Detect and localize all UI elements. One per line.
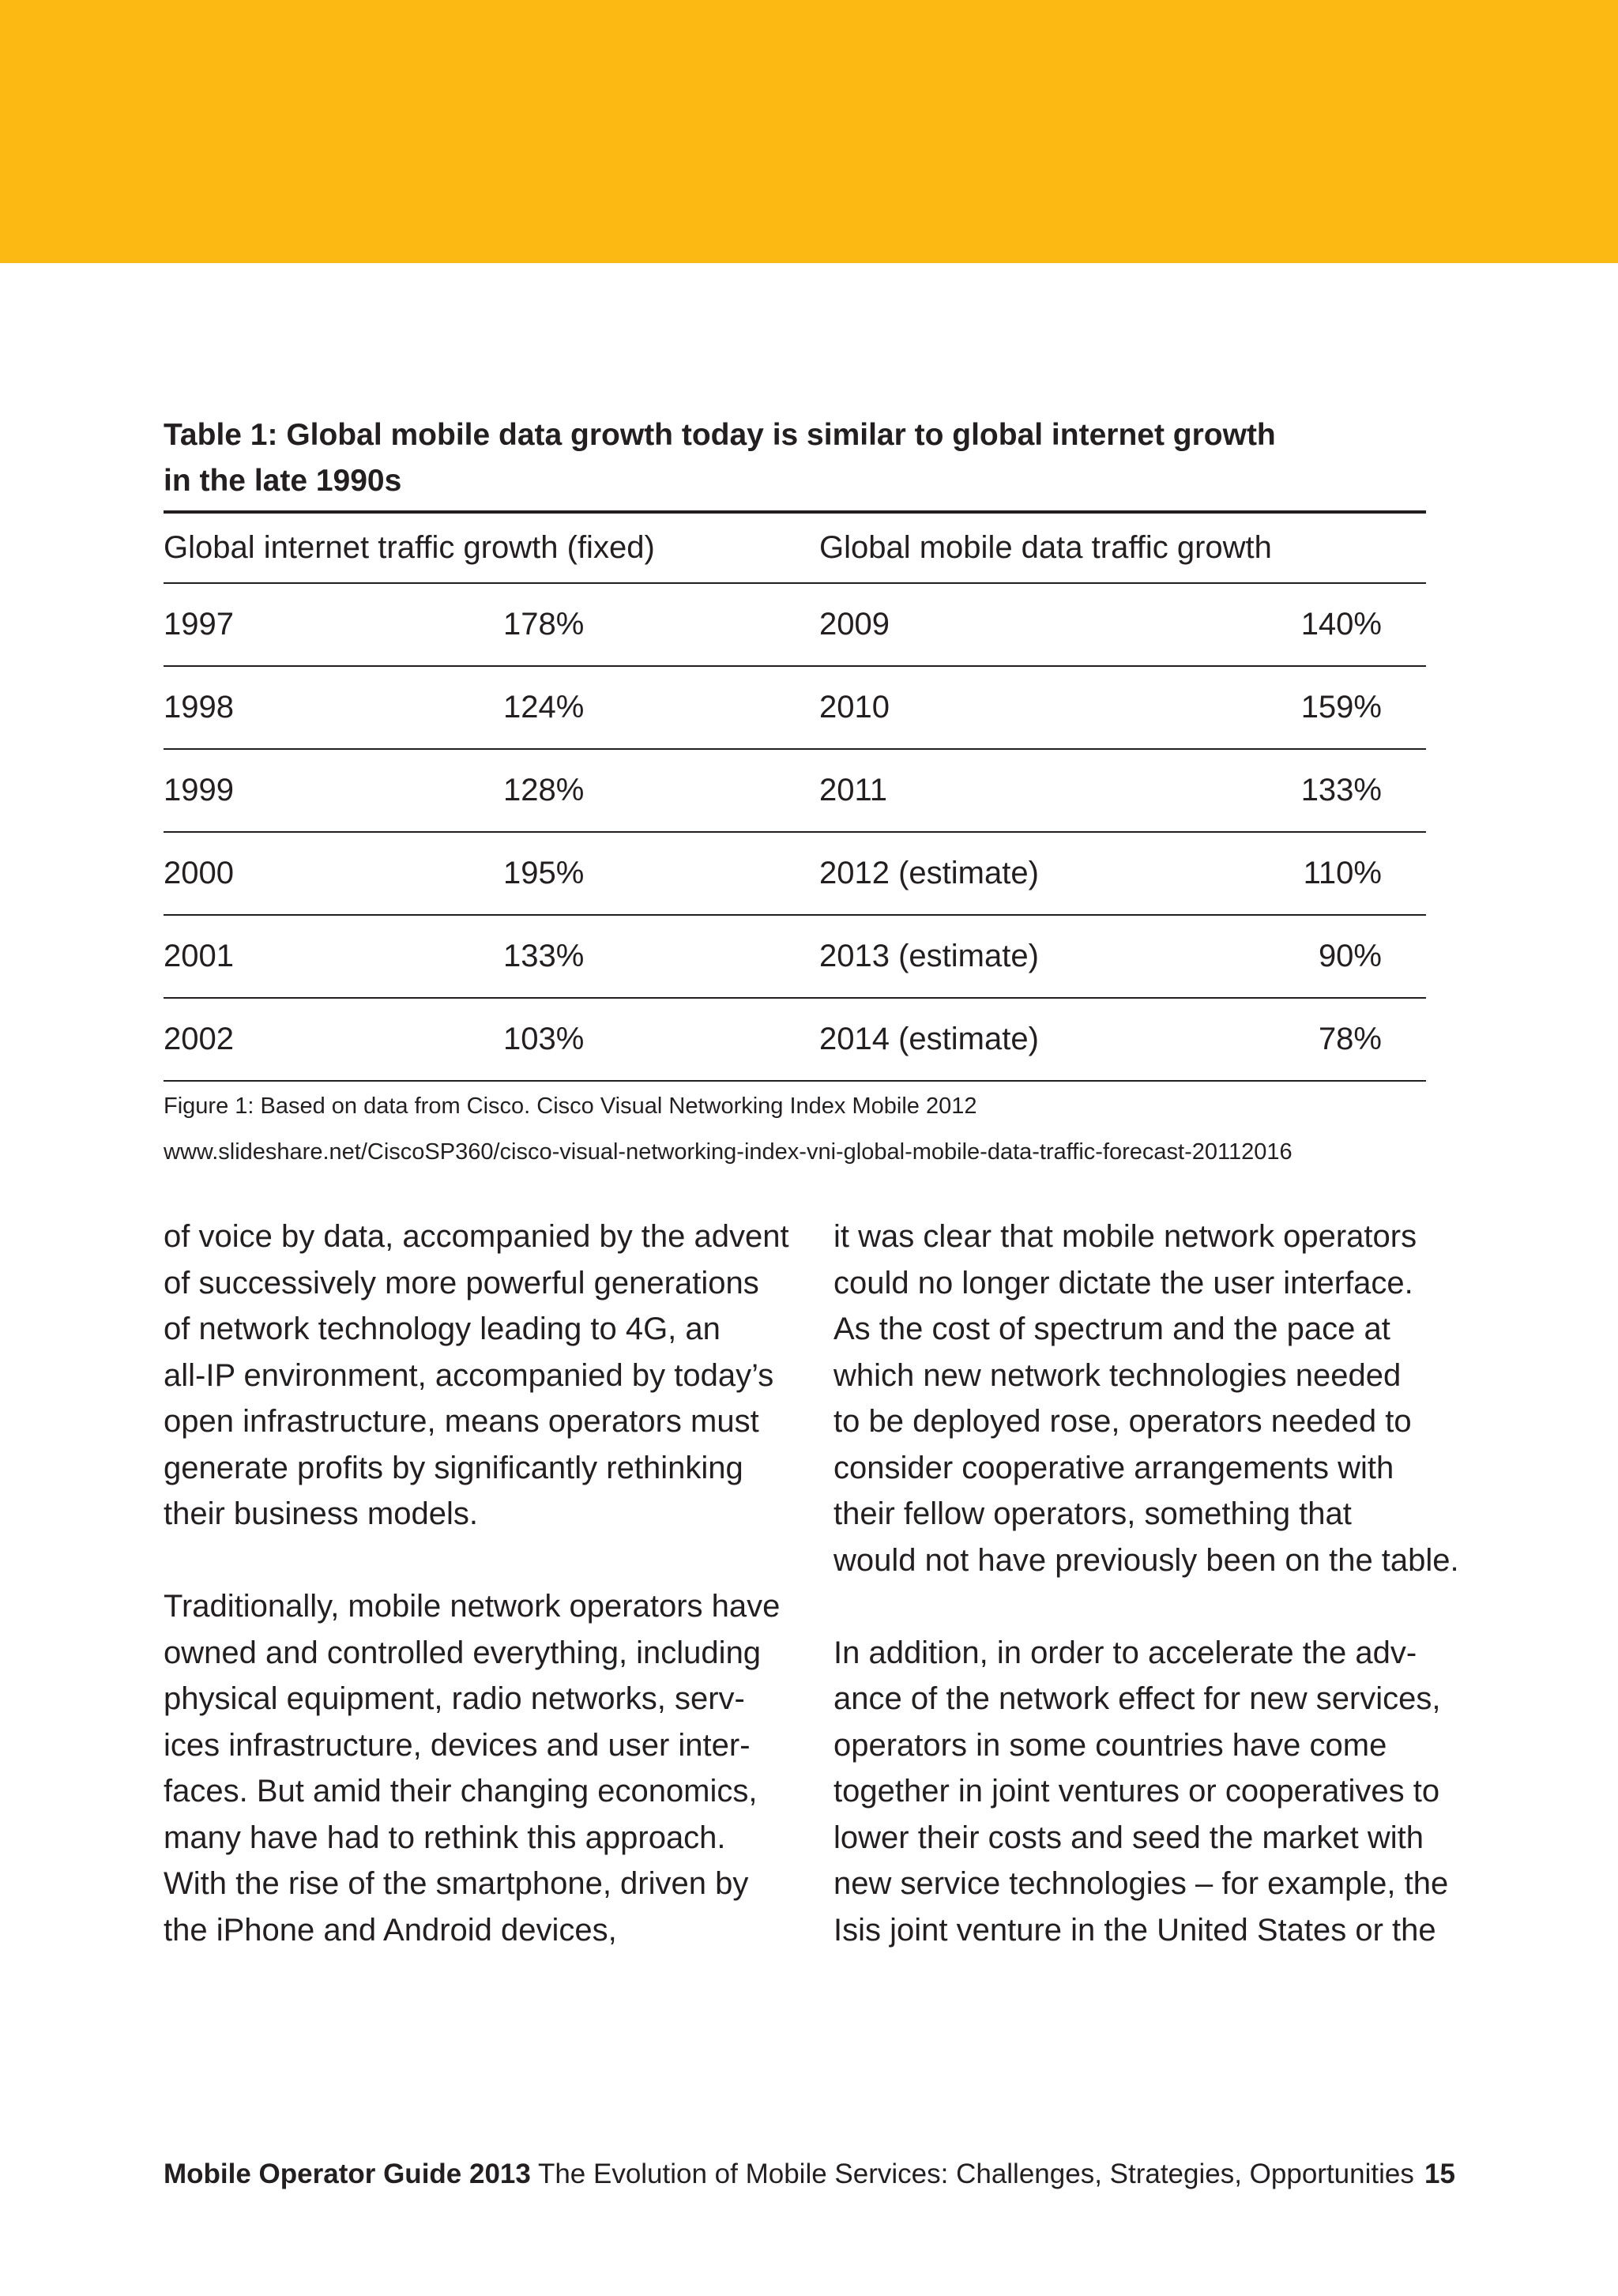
- body-paragraph: [164, 1214, 811, 1538]
- table-row: [164, 583, 1426, 666]
- footer-brand: Mobile Operator Guide 2013: [164, 2159, 531, 2189]
- table-title-line: in the late 1990s: [164, 464, 402, 498]
- body-line: all-IP environment, accompanied by today’s: [164, 1357, 774, 1393]
- body-line: owned and controlled everything, including: [164, 1635, 762, 1670]
- cell-year-fixed: 1999: [164, 749, 503, 832]
- cell-year-mobile: 2009: [819, 583, 1277, 666]
- cell-growth-mobile: 110%: [1277, 832, 1426, 915]
- cell-year-mobile: 2014 (estimate): [819, 998, 1277, 1081]
- body-line: operators in some countries have come: [833, 1727, 1387, 1763]
- figure-caption: Figure 1: Based on data from Cisco. Cisco Visual Networking Index Mobile 2012: [164, 1093, 977, 1119]
- body-line: could no longer dictate the user interface.: [833, 1265, 1413, 1300]
- cell-growth-fixed-cell: [503, 998, 819, 1081]
- body-line: faces. But amid their changing economics,: [164, 1774, 758, 1809]
- cell-growth-fixed: 178%: [503, 607, 585, 642]
- cell-growth-fixed-cell: [503, 583, 819, 666]
- body-line: their business models.: [164, 1496, 478, 1531]
- body-paragraph: [833, 1630, 1466, 1954]
- table-row: [164, 749, 1426, 832]
- body-line: new service technologies – for example, the: [833, 1866, 1449, 1901]
- body-line: ance of the network effect for new services,: [833, 1681, 1441, 1716]
- source-url: www.slideshare.net/CiscoSP360/cisco-visual-networking-index-vni-global-mobile-data-traffic-forecast-20112016: [164, 1139, 1293, 1165]
- body-line: would not have previously been on the table.: [833, 1542, 1459, 1578]
- growth-comparison-table: [164, 510, 1426, 1082]
- table-header-row: [164, 512, 1426, 583]
- body-line: lower their costs and seed the market with: [833, 1820, 1424, 1855]
- body-line: it was clear that mobile network operators: [833, 1219, 1417, 1254]
- body-line: open infrastructure, means operators must: [164, 1404, 759, 1439]
- body-line: many have had to rethink this approach.: [164, 1820, 726, 1855]
- cell-growth-mobile: 133%: [1277, 749, 1426, 832]
- header-mobile-growth: Global mobile data traffic growth: [819, 512, 1426, 583]
- body-paragraph: [164, 1583, 811, 1953]
- cell-year-mobile: 2010: [819, 666, 1277, 749]
- body-line: their fellow operators, something that: [833, 1496, 1352, 1531]
- cell-growth-fixed: 133%: [503, 939, 585, 973]
- header-fixed-growth: Global internet traffic growth (fixed): [164, 512, 819, 583]
- body-line: generate profits by significantly rethinking: [164, 1450, 743, 1485]
- table-row: [164, 666, 1426, 749]
- table-row: [164, 915, 1426, 998]
- cell-growth-fixed: 195%: [503, 856, 585, 890]
- body-line: consider cooperative arrangements with: [833, 1450, 1394, 1485]
- body-line: In addition, in order to accelerate the adv-: [833, 1635, 1417, 1670]
- cell-growth-fixed-cell: [503, 915, 819, 998]
- cell-year-fixed: 2001: [164, 915, 503, 998]
- body-line: to be deployed rose, operators needed to: [833, 1404, 1412, 1439]
- cell-growth-fixed-cell: [503, 749, 819, 832]
- body-line: of voice by data, accompanied by the advent: [164, 1219, 789, 1254]
- table-title: [164, 412, 1349, 504]
- body-line: together in joint ventures or cooperatives to: [833, 1774, 1440, 1809]
- table-title-line: Table 1: Global mobile data growth today is similar to global internet growth: [164, 418, 1276, 452]
- cell-year-mobile: 2012 (estimate): [819, 832, 1277, 915]
- cell-year-fixed: 2000: [164, 832, 503, 915]
- cell-growth-mobile: 90%: [1277, 915, 1426, 998]
- cell-growth-fixed: 128%: [503, 773, 585, 807]
- cell-growth-mobile: 159%: [1277, 666, 1426, 749]
- body-line: physical equipment, radio networks, serv-: [164, 1681, 745, 1716]
- body-line: Traditionally, mobile network operators have: [164, 1589, 781, 1624]
- body-paragraph: [833, 1214, 1466, 1583]
- body-line: the iPhone and Android devices,: [164, 1912, 617, 1948]
- cell-year-fixed: 1997: [164, 583, 503, 666]
- body-column-left: [164, 1214, 811, 2000]
- body-line: of network technology leading to 4G, an: [164, 1312, 721, 1346]
- footer-subtitle: The Evolution of Mobile Services: Challenges, Strategies, Opportunities: [537, 2159, 1414, 2189]
- cell-year-mobile: 2013 (estimate): [819, 915, 1277, 998]
- body-column-right: [833, 1214, 1466, 2000]
- cell-year-fixed: 1998: [164, 666, 503, 749]
- header-color-band: [0, 0, 1618, 263]
- table-row: [164, 998, 1426, 1081]
- body-line: which new network technologies needed: [833, 1357, 1402, 1393]
- body-line: With the rise of the smartphone, driven by: [164, 1866, 749, 1901]
- cell-growth-fixed-cell: [503, 666, 819, 749]
- body-line: As the cost of spectrum and the pace at: [833, 1312, 1390, 1346]
- cell-growth-mobile: 78%: [1277, 998, 1426, 1081]
- body-line: Isis joint venture in the United States or the: [833, 1912, 1436, 1948]
- cell-growth-fixed: 103%: [503, 1022, 585, 1056]
- cell-growth-fixed-cell: [503, 832, 819, 915]
- cell-year-mobile: 2011: [819, 749, 1277, 832]
- cell-year-fixed: 2002: [164, 998, 503, 1081]
- page-footer: [164, 2155, 1459, 2194]
- table-row: [164, 832, 1426, 915]
- page-number: 15: [1424, 2159, 1455, 2189]
- body-line: ices infrastructure, devices and user inter-: [164, 1727, 751, 1763]
- body-line: of successively more powerful generations: [164, 1265, 759, 1300]
- cell-growth-mobile: 140%: [1277, 583, 1426, 666]
- cell-growth-fixed: 124%: [503, 690, 585, 725]
